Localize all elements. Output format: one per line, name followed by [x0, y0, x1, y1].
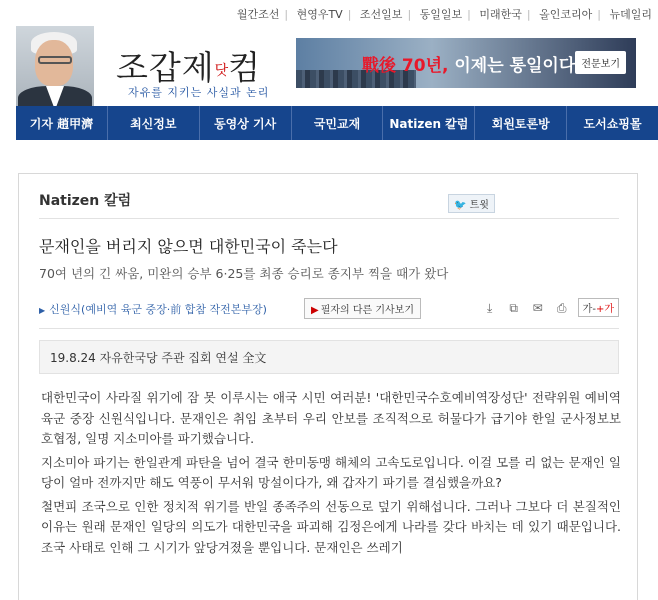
- more-articles-button[interactable]: ▶ 필자의 다른 기사보기: [304, 298, 421, 319]
- article-tools: [482, 298, 619, 317]
- nav-item-natizen-column[interactable]: Natizen 칼럼: [383, 106, 475, 140]
- download-icon[interactable]: ⤓: [487, 300, 493, 315]
- divider: [39, 218, 619, 219]
- top-link-future-korea[interactable]: 미래한국: [479, 8, 522, 21]
- email-icon[interactable]: ✉: [532, 300, 543, 315]
- top-links: 월간조선 | 현영우TV | 조선일보 | 동일일보 | 미래한국 | 올인코리아 | 뉴데일리: [236, 8, 652, 21]
- body-paragraph: 지소미아 파기는 한일관계 파탄을 넘어 결국 한미동맹 해체의 고속도로입니다. 이걸 모를 리 없는 문재인 일당이 얼마 전까지만 해도 역풍이 무서워 망설이다가, 왜 갑자기 파기를 결심했을까요?: [41, 454, 621, 490]
- top-link-tv[interactable]: 현영우TV: [296, 8, 343, 21]
- site-logo[interactable]: 조갑제닷컴: [116, 48, 262, 87]
- article-headline: 문재인을 버리지 않으면 대한민국이 죽는다: [39, 237, 338, 256]
- top-link-monthly-chosun[interactable]: 월간조선: [236, 8, 280, 21]
- nav-item-textbook[interactable]: 국민교재: [292, 106, 384, 140]
- article-subheadline: 70여 년의 긴 싸움, 미완의 승부 6·25를 최종 승리로 종지부 찍을 때가 왔다: [39, 266, 449, 281]
- banner-text: 戰後 70년, 이제는 통일이다: [362, 56, 576, 76]
- site-header: [0, 22, 658, 112]
- print-icon[interactable]: ⎙: [556, 300, 567, 315]
- top-link-allin-korea[interactable]: 올인코리아: [539, 8, 593, 21]
- divider: [39, 328, 619, 329]
- arrow-icon: ▶: [311, 305, 319, 316]
- tweet-button[interactable]: 🐦 트윗: [448, 194, 495, 213]
- author-photo: [16, 26, 94, 110]
- site-slogan: 자유를 지키는 사실과 논리: [128, 86, 270, 99]
- top-link-chosun-ilbo[interactable]: 조선일보: [359, 8, 403, 21]
- top-link-ilbo[interactable]: 동일일보: [419, 8, 463, 21]
- article-body: [41, 388, 621, 561]
- author-byline[interactable]: ▶ 신원식(예비역 육군 중장·前 합참 작전본부장): [39, 303, 267, 316]
- section-title: Natizen 칼럼: [39, 193, 132, 209]
- speech-note: 19.8.24 자유한국당 주관 집회 연설 全文: [39, 340, 619, 374]
- triangle-bullet-icon: ▶: [39, 306, 46, 315]
- copy-icon[interactable]: ⧉: [509, 300, 518, 315]
- top-link-new-daily[interactable]: 뉴데일리: [609, 8, 652, 21]
- nav-item-latest[interactable]: 최신정보: [108, 106, 200, 140]
- main-nav: [16, 106, 658, 140]
- byline-row: [39, 298, 619, 320]
- nav-item-bookstore[interactable]: 도서쇼핑몰: [583, 116, 642, 131]
- nav-item-reporter[interactable]: 기자 趙甲濟: [16, 106, 108, 140]
- body-paragraph: 대한민국이 사라질 위기에 잠 못 이루시는 애국 시민 여러분! '대한민국수호예비역장성단' 전략위원 예비역 육군 중장 신원식입니다. 문재인은 취임 초부터 우리 안보를 조직적으로 허물다가 급기야 한일 군사정보보호협정, 일명 지소미아를 파기했습니다.: [41, 390, 621, 446]
- font-size-control[interactable]: 가-+가: [578, 298, 619, 317]
- nav-item-forum[interactable]: 회원토론방: [475, 106, 567, 140]
- nav-item-video[interactable]: 동영상 기사: [200, 106, 292, 140]
- twitter-bird-icon: 🐦: [454, 200, 467, 211]
- article-container: [18, 173, 638, 600]
- unification-banner[interactable]: [296, 38, 636, 88]
- banner-full-view-button[interactable]: 전문보기: [575, 51, 626, 74]
- body-paragraph: 철면피 조국으로 인한 정치적 위기를 반일 종족주의 선동으로 덮기 위해섭니다. 그러나 그보다 더 본질적인 이유는 원래 문재인 일당의 의도가 대한민국을 파괴해 김정은에게 나라를 갖다 바치는 데 있기 때문입니다. 조국 사태로 인해 그 시기가 앞당겨졌을 뿐입니다. 문재인은 쓰레기: [41, 498, 621, 555]
